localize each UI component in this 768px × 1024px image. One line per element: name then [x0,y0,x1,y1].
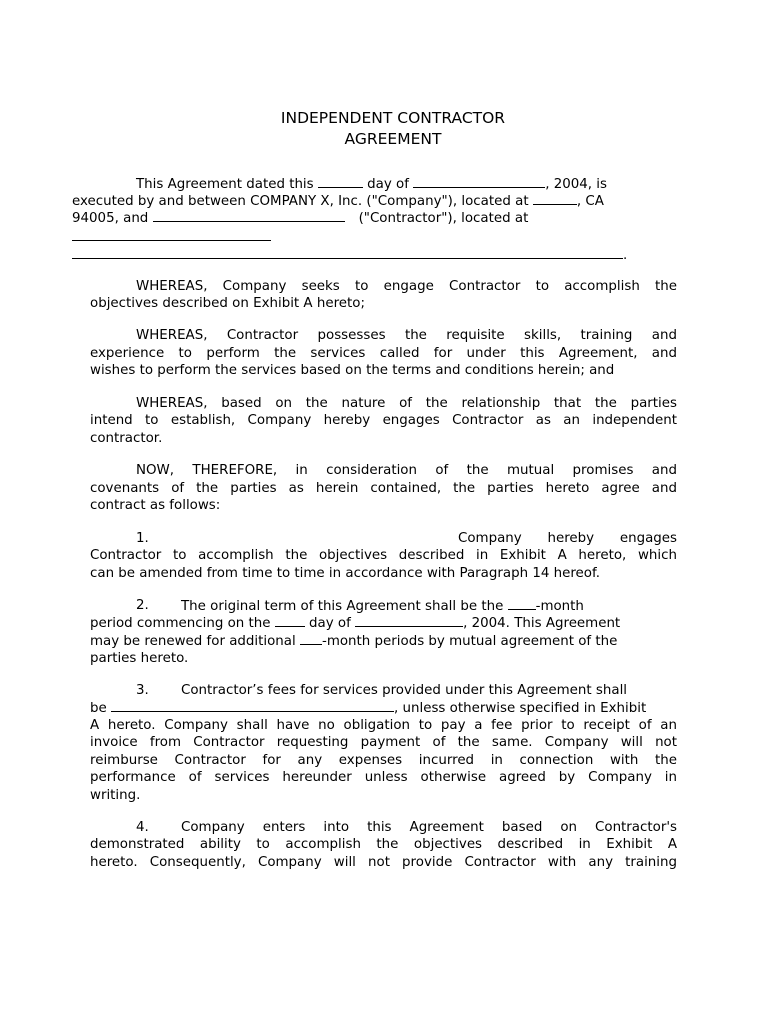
paragraph-3-line: be , unless otherwise specified in Exhibit [90,701,647,716]
whereas-3-line: contractor. [90,431,163,446]
paragraph-2-line: may be renewed for additional -month periods by mutual agreement of the [90,634,618,649]
paragraph-number: 1. [136,531,149,546]
blank-line [413,175,545,188]
intro-line: . [72,246,627,265]
whereas-3-line: intend to establish, Company hereby engages Contractor as an independent [90,413,677,428]
intro-line [72,228,271,247]
paragraph-3-line: performance of services hereunder unless otherwise agreed by Company in [90,770,677,785]
whereas-2-line: wishes to perform the services based on the terms and conditions herein; and [90,363,615,378]
paragraph-number: 2. [136,598,149,613]
intro-line: This Agreement dated this day of , 2004, is [136,177,608,192]
paragraph-4-line: hereto. Consequently, Company will not provide Contractor with any training [90,855,677,870]
document-title-line-2: AGREEMENT [344,130,442,148]
blank-line [508,597,536,610]
whereas-1-line: WHEREAS, Company seeks to engage Contractor to accomplish the [136,279,677,294]
paragraph-number: 4. [136,820,149,835]
paragraph-3-line: reimburse Contractor for any expenses incurred in connection with the [90,753,677,768]
paragraph-4-line: demonstrated ability to accomplish the objectives described in Exhibit A [90,837,677,852]
blank-line [318,175,363,188]
paragraph-2-line: The original term of this Agreement shall be the -month [181,599,584,614]
whereas-2-line: WHEREAS, Contractor possesses the requisite skills, training and [136,328,677,343]
paragraph-1-line: Company hereby engages [458,531,677,546]
paragraph-1-line: can be amended from time to time in accordance with Paragraph 14 hereof. [90,566,600,581]
therefore-line: NOW, THEREFORE, in consideration of the mutual promises and [136,463,677,478]
paragraph-number: 3. [136,683,149,698]
blank-line [111,699,394,712]
therefore-line: covenants of the parties as herein contained, the parties hereto agree and [90,481,677,496]
whereas-2-line: experience to perform the services called for under this Agreement, and [90,346,677,361]
intro-line: executed by and between COMPANY X, Inc. ("Company"), located at , CA [72,194,604,209]
blank-line [275,614,305,627]
blank-line [72,246,623,259]
paragraph-4-line: Company enters into this Agreement based on Contractor's [181,820,677,835]
blank-line [355,614,463,627]
paragraph-2-line: period commencing on the day of , 2004. This Agreement [90,616,621,631]
paragraph-3-line: writing. [90,788,141,803]
intro-line: 94005, and ("Contractor"), located at [72,211,529,226]
blank-line [153,209,345,222]
paragraph-1-line: Contractor to accomplish the objectives described in Exhibit A hereto, which [90,548,677,563]
blank-line [72,228,271,241]
paragraph-3-line: A hereto. Company shall have no obligation to pay a fee prior to receipt of an [90,718,677,733]
paragraph-3-line: invoice from Contractor requesting payment of the same. Company will not [90,735,677,750]
blank-line [300,632,322,645]
whereas-1-line: objectives described on Exhibit A hereto; [90,296,365,311]
paragraph-3-line: Contractor’s fees for services provided under this Agreement shall [181,683,628,698]
document-title-line-1: INDEPENDENT CONTRACTOR [280,109,506,127]
blank-line [533,192,577,205]
therefore-line: contract as follows: [90,498,221,513]
whereas-3-line: WHEREAS, based on the nature of the relationship that the parties [136,396,677,411]
paragraph-2-line: parties hereto. [90,651,189,666]
